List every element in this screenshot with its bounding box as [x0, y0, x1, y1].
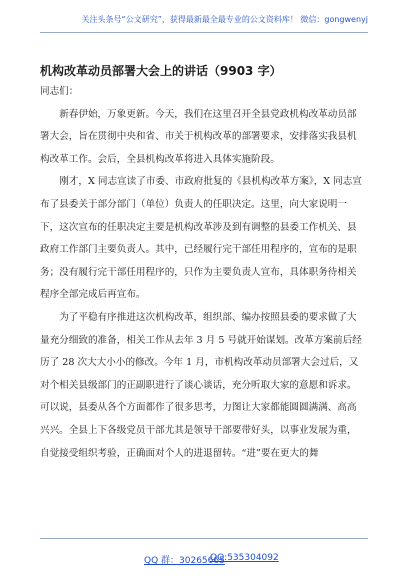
footer [40, 538, 368, 572]
paragraph: 刚才，X 同志宣读了市委、市政府批复的《县机构改革方案》，X 同志宣布了县委关于部分部门（单位）负责人的任职决定。这里，向大家说明一下，这次宣布的任职决定主要是机构改革涉及到有调整的县委工作机关、县政府工作部门主要负责人。其中，已经履行完干部任用程序的，宣布的是职务；没有履行完干部任用程序的，只作为主要负责人宣布，具体职务待相关程序全部完成后再宣布。 [40, 176, 362, 301]
qq-link[interactable]: QQ:535304092 [210, 553, 279, 563]
document-title: 机构改革动员部署大会上的讲话（9903 字） [40, 64, 282, 78]
qq-group-link[interactable]: QQ 群：30265665 [144, 556, 225, 566]
paragraph: 新春伊始，万象更新。今天，我们在这里召开全县党政机构改革动员部署大会，旨在贯彻中央和省、市关于机构改革的部署要求，安排落实我县机构改革工作。会后，全县机构改革将进入具体实施阶段。 [40, 108, 357, 165]
paragraph: 为了平稳有序推进这次机构改革，组织部、编办按照县委的要求做了大量充分细致的准备，相关工作从去年 3 月 5 号就开始谋划。改革方案前后经历了 28 次大大小小的修改。今年 1 月，市机构改革动员部署大会过后，又对个相关县级部门的正副职进行了谈心谈话，充分听取大家的意愿和诉求。可以说，县委从各个方面都作了很多思考，力图让大家都能圆圆满满、高高兴兴。全县上下各级党员干部尤其是领导干部要带好头，以事业发展为重，自觉接受组织考验，正确面对个人的进退留转。“进”要在更大的舞 [40, 311, 362, 459]
salutation: 同志们： [40, 86, 79, 97]
document-body [40, 81, 363, 465]
header-banner: 关注头条号“公文研究”，获得最新最全最专业的公文资料库！ 微信：gongwenyj [40, 8, 368, 33]
